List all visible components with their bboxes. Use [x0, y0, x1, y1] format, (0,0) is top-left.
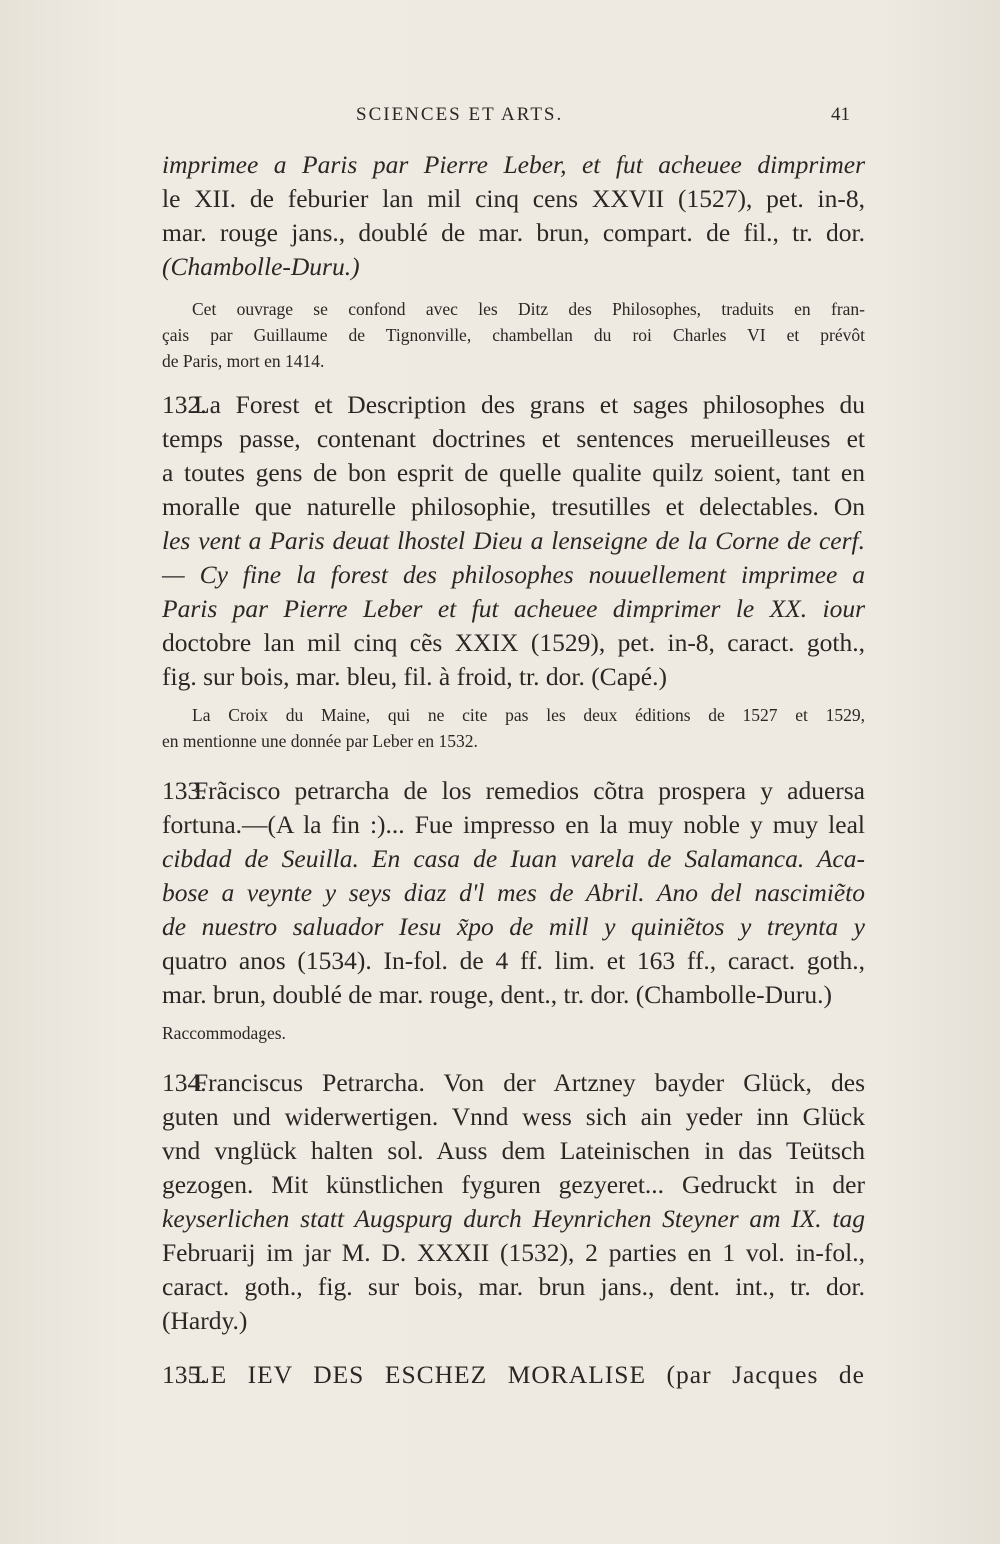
- text-line: bose a veynte y seys diaz d'l mes de Abril. Ano del nascimiẽto: [162, 878, 865, 907]
- entry-131-continuation: [130, 148, 865, 284]
- text-line: cibdad de Seuilla. En casa de Iuan varela de Salamanca. Aca-: [162, 844, 865, 873]
- entry-number: 134.: [162, 1068, 207, 1097]
- text-line: fortuna.—(A la fin :)... Fue impresso en la muy noble y muy leal: [162, 810, 865, 839]
- page-number: 41: [831, 104, 850, 125]
- text-line: a toutes gens de bon esprit de quelle qualite quilz soient, tant en: [162, 458, 865, 487]
- entry-132-note: [130, 702, 865, 754]
- text-line: Paris par Pierre Leber et fut acheuee dimprimer le XX. iour: [162, 594, 865, 623]
- text-line: imprimee a Paris par Pierre Leber, et fut acheuee dimprimer: [162, 150, 865, 179]
- text-line-content: La Forest et Description des grans et sages philosophes du: [194, 390, 865, 419]
- text-line: fig. sur bois, mar. bleu, fil. à froid, tr. dor. (Capé.): [162, 662, 667, 691]
- note-line: en mentionne une donnée par Leber en 1532.: [162, 731, 478, 751]
- entry-132: [130, 388, 865, 694]
- text-line: temps passe, contenant doctrines et sentences merueilleuses et: [162, 424, 865, 453]
- text-line: doctobre lan mil cinq cẽs XXIX (1529), pet. in-8, caract. goth.,: [162, 628, 865, 657]
- page-content: [130, 148, 865, 1392]
- page-header: [160, 104, 860, 136]
- text-line: les vent a Paris deuat lhostel Dieu a lenseigne de la Corne de cerf.: [162, 526, 865, 555]
- note-line: çais par Guillaume de Tignonville, chambellan du roi Charles VI et prévôt: [162, 325, 865, 345]
- running-head: SCIENCES ET ARTS.: [356, 104, 564, 125]
- entry-133-note: [130, 1020, 865, 1046]
- text-line: mar. brun, doublé de mar. rouge, dent., tr. dor. (Chambolle-Duru.): [162, 980, 832, 1009]
- note-line: de Paris, mort en 1414.: [162, 351, 325, 371]
- text-line: — Cy fine la forest des philosophes nouuellement imprimee a: [162, 560, 865, 589]
- text-line: vnd vnglück halten sol. Auss dem Lateinischen in das Teütsch: [162, 1136, 865, 1165]
- entry-number: 135.: [162, 1360, 207, 1389]
- text-line-content: Frãcisco petrarcha de los remedios cõtra prospera y aduersa: [194, 776, 865, 805]
- text-line: [162, 774, 865, 808]
- note-line: Cet ouvrage se confond avec les Ditz des Philosophes, traduits en fran-: [192, 299, 865, 319]
- note-line: Raccommodages.: [162, 1023, 286, 1043]
- text-line: moralle que naturelle philosophie, tresutilles et delectables. On: [162, 492, 865, 521]
- entry-135: [130, 1358, 865, 1392]
- text-line: le XII. de feburier lan mil cinq cens XXVII (1527), pet. in-8,: [162, 184, 865, 213]
- text-line: (Chambolle-Duru.): [162, 252, 360, 281]
- text-line: keyserlichen statt Augspurg durch Heynrichen Steyner am IX. tag: [162, 1204, 865, 1233]
- text-line: [162, 388, 865, 422]
- text-line: gezogen. Mit künstlichen fyguren gezyeret... Gedruckt in der: [162, 1170, 865, 1199]
- text-line-content: Franciscus Petrarcha. Von der Artzney bayder Glück, des: [194, 1068, 865, 1097]
- text-line: (Hardy.): [162, 1306, 248, 1335]
- text-line: [162, 1358, 865, 1392]
- entry-134: [130, 1066, 865, 1338]
- text-line: quatro anos (1534). In-fol. de 4 ff. lim. et 163 ff., caract. goth.,: [162, 946, 865, 975]
- text-line: mar. rouge jans., doublé de mar. brun, compart. de fil., tr. dor.: [162, 218, 865, 247]
- entry-133: [130, 774, 865, 1012]
- text-line: guten und widerwertigen. Vnnd wess sich ain yeder inn Glück: [162, 1102, 865, 1131]
- note-line: La Croix du Maine, qui ne cite pas les deux éditions de 1527 et 1529,: [192, 705, 865, 725]
- entry-number: 132.: [162, 390, 207, 419]
- text-line: Februarij im jar M. D. XXXII (1532), 2 parties en 1 vol. in-fol.,: [162, 1238, 865, 1267]
- text-line: de nuestro saluador Iesu x̃po de mill y quiniẽtos y treynta y: [162, 912, 865, 941]
- text-line: [162, 1066, 865, 1100]
- text-line: caract. goth., fig. sur bois, mar. brun jans., dent. int., tr. dor.: [162, 1272, 865, 1301]
- entry-131-note: [130, 296, 865, 374]
- entry-number: 133.: [162, 776, 207, 805]
- text-line-content: LE IEV DES ESCHEZ MORALISE (par Jacques de: [194, 1360, 865, 1389]
